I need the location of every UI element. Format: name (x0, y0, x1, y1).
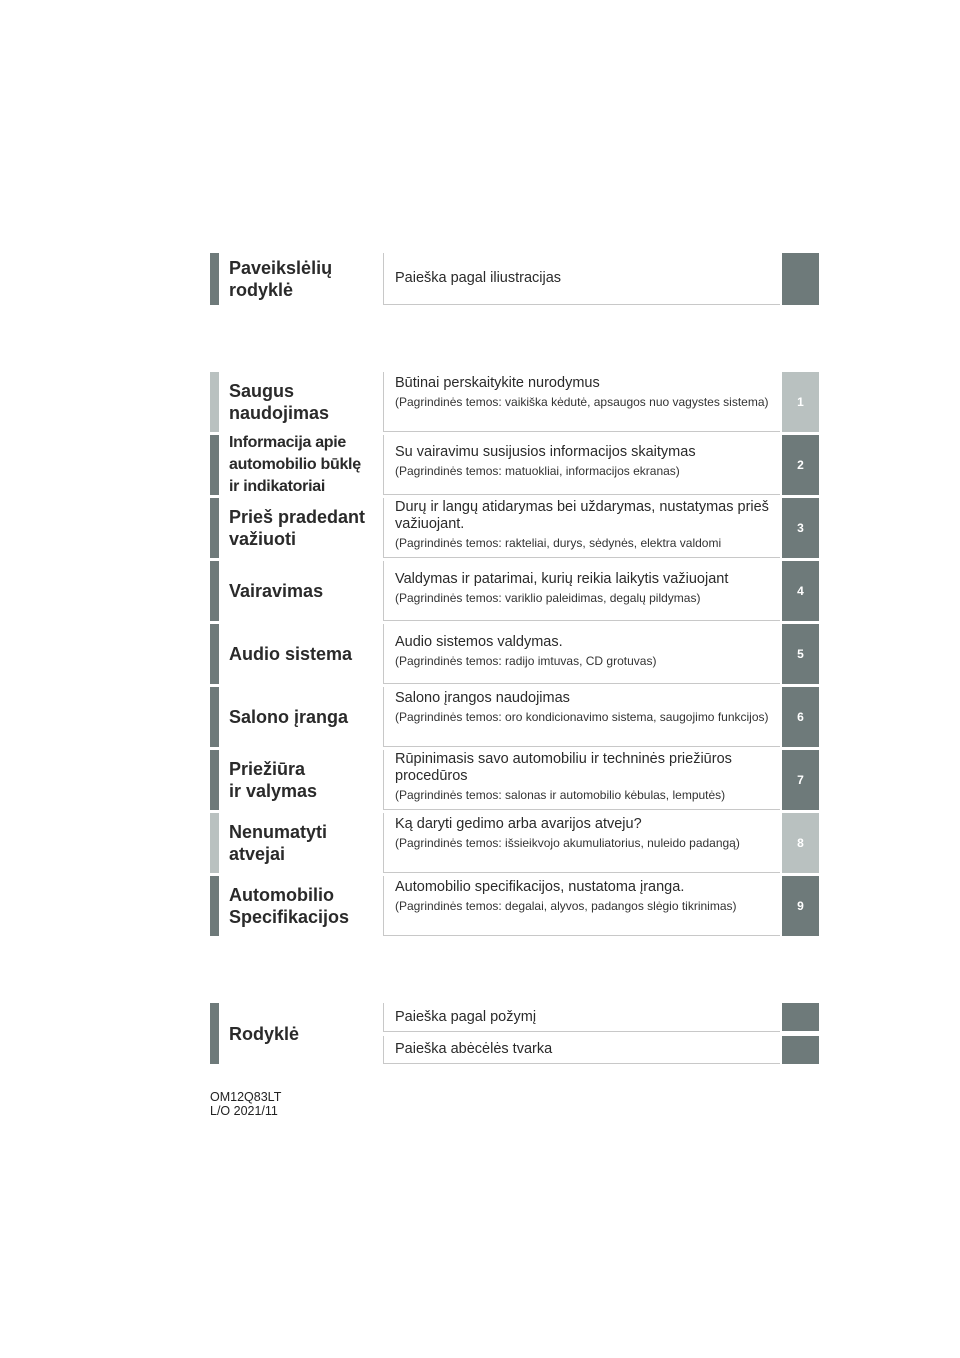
chapter-row-3[interactable] (210, 498, 819, 558)
chapter-tab[interactable]: 2 (782, 435, 819, 495)
picture-index-tab[interactable] (782, 253, 819, 305)
chapter-topics: (Pagrindinės temos: rakteliai, durys, sėdynės, elektra valdomi (395, 536, 722, 550)
chapter-title: Nenumatyti atvejai (229, 822, 328, 864)
chapter-row-2[interactable] (210, 435, 819, 495)
chapter-row-9[interactable] (210, 876, 819, 936)
index-row (210, 1003, 819, 1064)
section-bar (210, 687, 219, 747)
chapter-description: Rūpinimasis savo automobiliu ir techninės priežiūros procedūros (Pagrindinės temos: salonas ir automobilio kėbulas, lemputės) (383, 750, 780, 810)
chapter-tab[interactable]: 4 (782, 561, 819, 621)
chapter-title: Audio sistema (229, 644, 353, 664)
chapter-topics: (Pagrindinės temos: matuokliai, informacijos ekranas) (395, 464, 680, 478)
chapter-title: Automobilio Specifikacijos (229, 885, 350, 927)
chapter-tab[interactable]: 8 (782, 813, 819, 873)
index-item-alphabetical[interactable]: Paieška abėcėlės tvarka (383, 1036, 780, 1064)
chapter-row-7[interactable] (210, 750, 819, 810)
chapter-topics: (Pagrindinės temos: variklio paleidimas, degalų pildymas) (395, 591, 701, 605)
document-date: L/O 2021/11 (210, 1104, 278, 1118)
chapter-tab[interactable]: 6 (782, 687, 819, 747)
chapter-topics: (Pagrindinės temos: radijo imtuvas, CD grotuvas) (395, 654, 657, 668)
chapter-row-5[interactable] (210, 624, 819, 684)
picture-index-description: Paieška pagal iliustracijas (383, 253, 780, 305)
chapter-row-1[interactable] (210, 372, 819, 432)
section-bar (210, 435, 219, 495)
chapter-description: Durų ir langų atidarymas bei uždarymas, nustatymas prieš važiuojant. (Pagrindinės temos: rakteliai, durys, sėdynės, elektra valdomi (383, 498, 780, 558)
chapter-tab[interactable]: 9 (782, 876, 819, 936)
chapter-description: Automobilio specifikacijos, nustatoma įranga. (Pagrindinės temos: degalai, alyvos, padangos slėgio tikrinimas) (383, 876, 780, 936)
section-bar (210, 561, 219, 621)
chapter-description: Su vairavimu susijusios informacijos skaitymas (Pagrindinės temos: matuokliai, informacijos ekranas) (383, 435, 780, 495)
picture-index-row[interactable] (210, 253, 819, 305)
chapter-row-8[interactable] (210, 813, 819, 873)
chapter-tab[interactable]: 5 (782, 624, 819, 684)
index-features-tab[interactable] (782, 1003, 819, 1031)
chapter-title: Informacija apie automobilio būklę ir indikatoriai (229, 434, 361, 495)
section-bar (210, 498, 219, 558)
chapter-row-6[interactable] (210, 687, 819, 747)
chapter-title: Prieš pradedant važiuoti (229, 507, 366, 549)
section-bar (210, 372, 219, 432)
chapter-title: Salono įranga (229, 707, 349, 727)
chapter-title: Saugus naudojimas (229, 381, 330, 423)
section-bar (210, 624, 219, 684)
chapter-tab[interactable]: 1 (782, 372, 819, 432)
chapter-topics: (Pagrindinės temos: vaikiška kėdutė, apsaugos nuo vagystes sistema) (395, 395, 769, 409)
index-alphabetical-tab[interactable] (782, 1036, 819, 1064)
chapter-description: Ką daryti gedimo arba avarijos atveju? (Pagrindinės temos: išsieikvojo akumuliatorius, nuleido padangą) (383, 813, 780, 873)
section-bar (210, 253, 219, 305)
chapter-row-4[interactable] (210, 561, 819, 621)
document-footer (210, 1090, 281, 1118)
chapter-topics: (Pagrindinės temos: salonas ir automobilio kėbulas, lemputės) (395, 788, 726, 802)
document-code: OM12Q83LT (210, 1090, 282, 1104)
chapter-title: Vairavimas (229, 581, 324, 601)
chapter-description: Būtinai perskaitykite nurodymus (Pagrindinės temos: vaikiška kėdutė, apsaugos nuo vagystes sistema) (383, 372, 780, 432)
chapter-description: Valdymas ir patarimai, kurių reikia laikytis važiuojant (Pagrindinės temos: variklio paleidimas, degalų pildymas) (383, 561, 780, 621)
chapter-tab[interactable]: 3 (782, 498, 819, 558)
section-bar (210, 876, 219, 936)
chapter-description: Salono įrangos naudojimas (Pagrindinės temos: oro kondicionavimo sistema, saugojimo funkcijos) (383, 687, 780, 747)
chapter-topics: (Pagrindinės temos: išsieikvojo akumuliatorius, nuleido padangą) (395, 836, 740, 850)
chapter-topics: (Pagrindinės temos: oro kondicionavimo sistema, saugojimo funkcijos) (395, 710, 769, 724)
section-bar (210, 813, 219, 873)
picture-index-title: Paveikslėlių rodyklė (229, 258, 333, 300)
section-bar (210, 750, 219, 810)
index-item-features[interactable]: Paieška pagal požymį (383, 1003, 780, 1032)
chapter-topics: (Pagrindinės temos: degalai, alyvos, padangos slėgio tikrinimas) (395, 899, 737, 913)
chapter-title: Priežiūra ir valymas (229, 759, 318, 801)
index-title: Rodyklė (229, 1023, 300, 1044)
chapter-tab[interactable]: 7 (782, 750, 819, 810)
section-bar (210, 1003, 219, 1064)
chapter-description: Audio sistemos valdymas. (Pagrindinės temos: radijo imtuvas, CD grotuvas) (383, 624, 780, 684)
